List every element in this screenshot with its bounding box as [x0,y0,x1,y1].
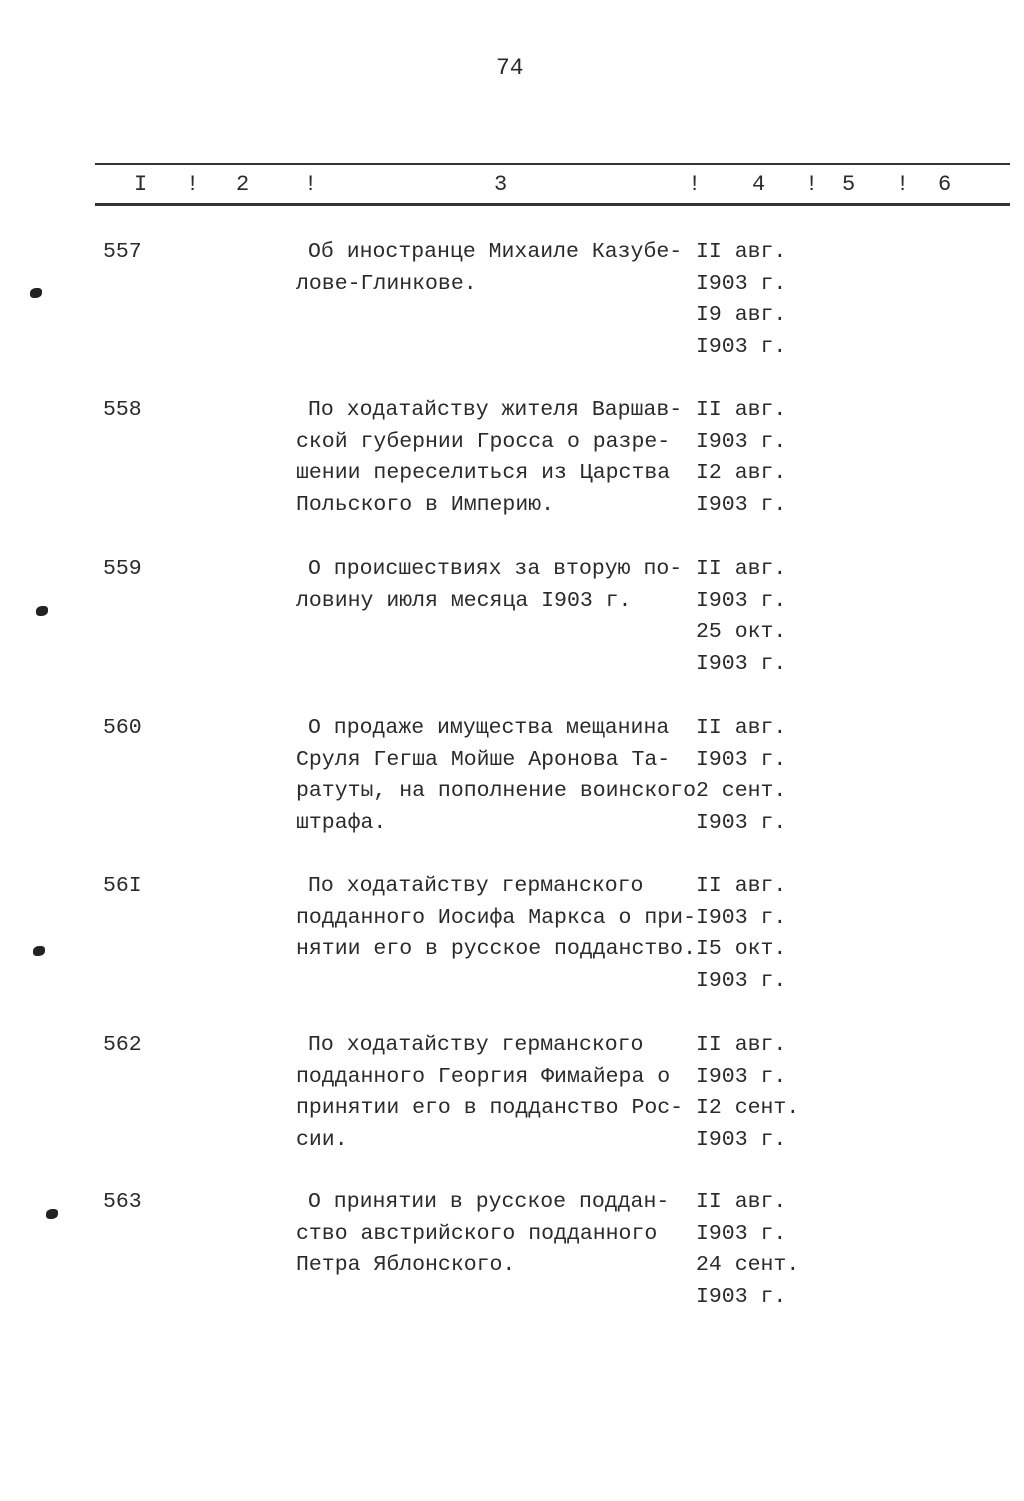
entry-description-line: Петра Яблонского. [296,1253,516,1278]
entry-date-line: I903 г. [696,588,787,613]
entry-description-line: ство австрийского подданного [296,1221,658,1246]
entry-date-line: I903 г. [696,492,787,517]
entry-date-line: II авг. [696,1033,787,1057]
entry-date-line: II авг. [696,557,787,581]
entry-number: 558 [103,398,142,422]
entry-date-line: II авг. [696,240,787,264]
entry-description-line: нятии его в русское подданство. [296,937,696,962]
hole-punch-mark [33,946,45,956]
header-bottom-rule [95,203,1010,206]
column-4-header: 4 [752,172,766,197]
entry-description-line: штрафа. [296,810,387,835]
column-3-header: 3 [494,172,508,197]
entry-date-line: I903 г. [696,810,787,835]
entry-description-line: Сруля Гегша Мойше Аронова Та- [296,747,671,772]
entry-date-line: I903 г. [696,1284,787,1309]
entry-date-line: I903 г. [696,1221,787,1246]
entry-date-line: I9 авг. [696,303,787,328]
entry-description-line: ратуты, на пополнение воинского [296,779,696,804]
header-top-rule [95,163,1010,165]
entry-date-line: I903 г. [696,1064,787,1089]
entry-date-line: 25 окт. [696,620,787,645]
entry-number: 563 [103,1190,142,1214]
entry-number: 557 [103,240,142,264]
entry-date-line: I903 г. [696,747,787,772]
column-2-header: 2 [236,172,250,197]
entry-number: 562 [103,1033,142,1057]
entry-description-line: О принятии в русское поддан- [308,1190,670,1214]
column-separator: ! [186,172,200,197]
entry-date-line: I903 г. [696,334,787,359]
entry-description-line: сии. [296,1127,348,1152]
entry-description-line: подданного Иосифа Маркса о при- [296,905,696,930]
entry-description-line: ской губернии Гросса о разре- [296,429,671,454]
column-5-header: 5 [842,172,856,197]
entry-date-line: I903 г. [696,1127,787,1152]
entry-description-line: О продаже имущества мещанина [308,716,670,740]
column-6-header: 6 [938,172,952,197]
entry-date-line: I903 г. [696,968,787,993]
entry-date-line: I903 г. [696,429,787,454]
entry-description-line: По ходатайству германского [308,874,644,898]
column-separator: ! [304,172,318,197]
entry-date-line: I2 сент. [696,1096,800,1121]
entry-description-line: По ходатайству германского [308,1033,644,1057]
entry-number: 559 [103,557,142,581]
entry-description-line: Об иностранце Михаиле Казубе- [308,240,683,264]
page-number: 74 [496,55,524,81]
entry-date-line: I5 окт. [696,937,787,962]
entry-number: 560 [103,716,142,740]
entry-date-line: II авг. [696,716,787,740]
entry-description-line: шении переселиться из Царства [296,461,671,486]
column-separator: ! [805,172,819,197]
entry-number: 56I [103,874,142,898]
column-separator: ! [896,172,910,197]
entry-description-line: О происшествиях за вторую по- [308,557,683,581]
entry-description-line: принятии его в подданство Рос- [296,1096,684,1121]
entry-date-line: II авг. [696,874,787,898]
entry-description-line: Польского в Империю. [296,492,555,517]
entry-date-line: II авг. [696,398,787,422]
hole-punch-mark [30,288,42,298]
hole-punch-mark [36,606,48,616]
entry-date-line: I903 г. [696,271,787,296]
entry-date-line: I2 авг. [696,461,787,486]
entry-date-line: I903 г. [696,651,787,676]
entry-description-line: По ходатайству жителя Варшав- [308,398,683,422]
entry-date-line: 24 сент. [696,1253,800,1278]
entry-description-line: подданного Георгия Фимайера о [296,1064,671,1089]
entry-date-line: I903 г. [696,905,787,930]
entry-description-line: лове-Глинкове. [296,271,477,296]
entry-description-line: ловину июля месяца I903 г. [296,588,632,613]
entry-date-line: 2 сент. [696,779,787,804]
hole-punch-mark [46,1209,58,1219]
column-1-header: I [134,172,148,197]
entry-date-line: II авг. [696,1190,787,1214]
column-separator: ! [688,172,702,197]
